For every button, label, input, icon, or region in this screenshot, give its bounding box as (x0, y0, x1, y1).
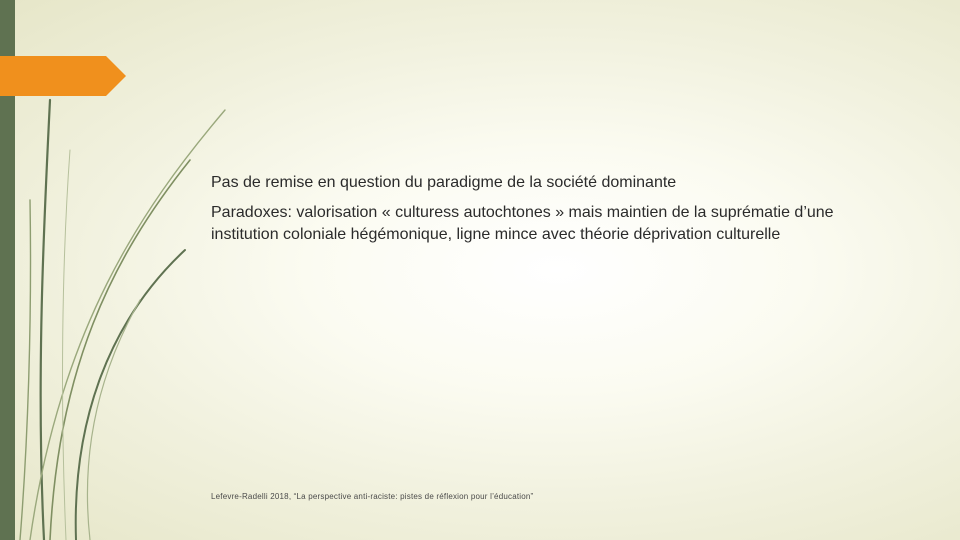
bullet-paradoxes: Paradoxes: valorisation « culturess autochtones » mais maintien de la suprématie d’une institution coloniale hégémonique, ligne mince avec théorie déprivation culturelle (211, 204, 834, 243)
orange-accent-arrow (0, 56, 126, 96)
bullet-paradigm: Pas de remise en question du paradigme de la société dominante (211, 174, 677, 191)
slide-body (211, 172, 891, 254)
citation-footer: Lefevre-Radelli 2018, “La perspective anti-raciste: pistes de réflexion pour l’éducation” (211, 492, 534, 501)
